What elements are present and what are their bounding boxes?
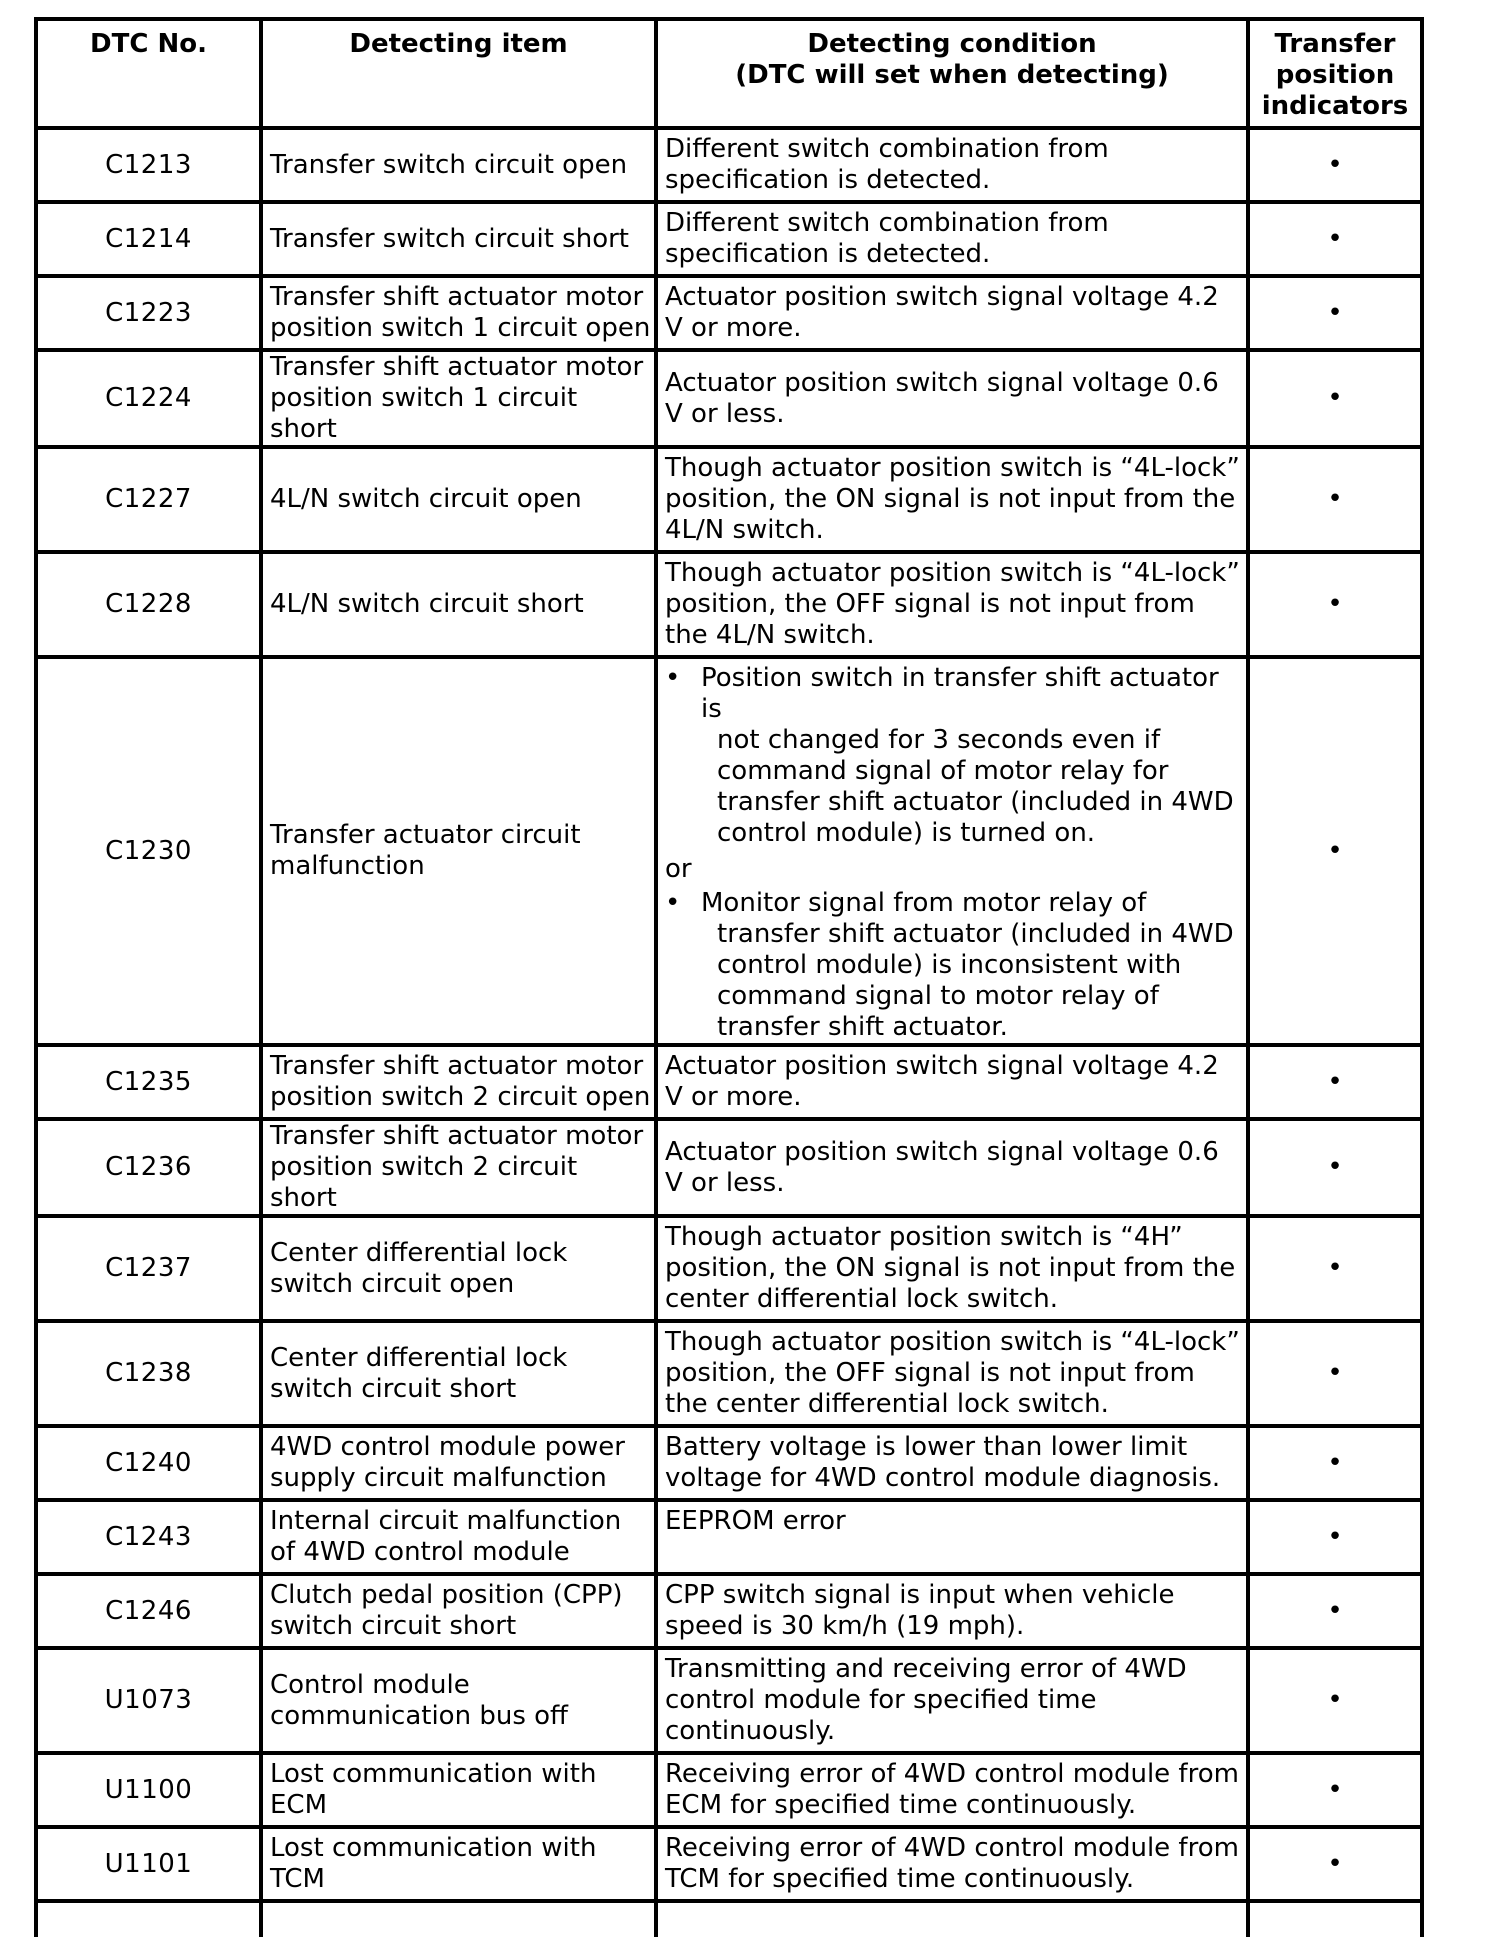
table-header-row [36, 19, 1422, 128]
table-row [36, 1574, 1422, 1648]
dtc-code: C1230 [36, 657, 261, 1045]
bullet-marker: • [665, 663, 681, 693]
detecting-condition: Actuator position switch signal voltage 4.2 V or more. [656, 1045, 1248, 1119]
continuation-cell [261, 1901, 656, 1937]
detecting-condition: Actuator position switch signal voltage 0.6 V or less. [656, 350, 1248, 447]
continuation-cell [656, 1901, 1248, 1937]
header-detecting-condition-line1: Detecting condition [807, 29, 1097, 59]
detecting-condition: Battery voltage is lower than lower limit voltage for 4WD control module diagnosis. [656, 1426, 1248, 1500]
detecting-item: Center differential lock switch circuit short [261, 1321, 656, 1426]
table-row [36, 1500, 1422, 1574]
dtc-code: C1238 [36, 1321, 261, 1426]
detecting-condition [656, 657, 1248, 1045]
table-row-continuation [36, 1901, 1422, 1937]
indicator-bullet: • [1248, 350, 1422, 447]
table-row [36, 1321, 1422, 1426]
indicator-bullet: • [1248, 1648, 1422, 1753]
dtc-code: C1240 [36, 1426, 261, 1500]
dtc-code: C1235 [36, 1045, 261, 1119]
detecting-item: Lost communication with TCM [261, 1827, 656, 1901]
indicator-bullet: • [1248, 657, 1422, 1045]
detecting-item: Center differential lock switch circuit open [261, 1216, 656, 1321]
condition-bullet-1 [665, 663, 1242, 849]
indicator-bullet: • [1248, 1045, 1422, 1119]
detecting-item: Control module communication bus off [261, 1648, 656, 1753]
detecting-condition: Receiving error of 4WD control module from ECM for specified time continuously. [656, 1753, 1248, 1827]
condition-bullet-2 [665, 888, 1242, 1043]
table-row [36, 1753, 1422, 1827]
detecting-condition: Though actuator position switch is “4L-lock” position, the ON signal is not input from the 4L/N switch. [656, 447, 1248, 552]
indicator-bullet: • [1248, 1827, 1422, 1901]
dtc-code: C1236 [36, 1119, 261, 1216]
dtc-code: C1214 [36, 202, 261, 276]
continuation-cell [36, 1901, 261, 1937]
table-row [36, 1119, 1422, 1216]
detecting-item: Transfer shift actuator motor position switch 2 circuit short [261, 1119, 656, 1216]
detecting-condition: Receiving error of 4WD control module from TCM for specified time continuously. [656, 1827, 1248, 1901]
detecting-item: Clutch pedal position (CPP) switch circuit short [261, 1574, 656, 1648]
header-indicator-line1: Transfer [1274, 29, 1396, 59]
indicator-bullet: • [1248, 202, 1422, 276]
detecting-condition: Transmitting and receiving error of 4WD control module for specified time continuously. [656, 1648, 1248, 1753]
indicator-bullet: • [1248, 1216, 1422, 1321]
indicator-bullet: • [1248, 276, 1422, 350]
table-row [36, 1045, 1422, 1119]
indicator-bullet: • [1248, 128, 1422, 202]
detecting-condition: Though actuator position switch is “4L-lock” position, the OFF signal is not input from the center differential lock switch. [656, 1321, 1248, 1426]
table-row [36, 1648, 1422, 1753]
header-transfer-position-indicators [1248, 19, 1422, 128]
dtc-code: U1101 [36, 1827, 261, 1901]
indicator-bullet: • [1248, 1574, 1422, 1648]
condition-bullet-2-rest: transfer shift actuator (included in 4WD control module) is inconsistent with command signal to motor relay of transfer shift actuator. [717, 919, 1234, 1042]
detecting-item: Transfer shift actuator motor position switch 2 circuit open [261, 1045, 656, 1119]
detecting-item: Transfer actuator circuit malfunction [261, 657, 656, 1045]
dtc-table [34, 17, 1424, 1937]
detecting-condition: Though actuator position switch is “4H” position, the ON signal is not input from the center differential lock switch. [656, 1216, 1248, 1321]
detecting-item: Transfer shift actuator motor position switch 1 circuit open [261, 276, 656, 350]
indicator-bullet: • [1248, 1119, 1422, 1216]
detecting-item: Internal circuit malfunction of 4WD control module [261, 1500, 656, 1574]
dtc-table-container [34, 17, 1424, 1937]
table-row [36, 552, 1422, 657]
indicator-bullet: • [1248, 1426, 1422, 1500]
dtc-code: C1213 [36, 128, 261, 202]
detecting-item: Lost communication with ECM [261, 1753, 656, 1827]
dtc-code: C1223 [36, 276, 261, 350]
header-indicator-line2: position [1275, 60, 1395, 90]
table-row [36, 350, 1422, 447]
table-row [36, 657, 1422, 1045]
detecting-condition: EEPROM error [656, 1500, 1248, 1574]
dtc-code: U1100 [36, 1753, 261, 1827]
condition-bullet-2-first-line: Monitor signal from motor relay of [701, 888, 1147, 918]
indicator-bullet: • [1248, 1500, 1422, 1574]
indicator-bullet: • [1248, 447, 1422, 552]
detecting-item: 4L/N switch circuit open [261, 447, 656, 552]
condition-bullet-1-rest: not changed for 3 seconds even if command signal of motor relay for transfer shift actuator (included in 4WD control module) is turned on. [717, 725, 1234, 848]
table-row [36, 1827, 1422, 1901]
dtc-code: C1227 [36, 447, 261, 552]
detecting-condition: CPP switch signal is input when vehicle speed is 30 km/h (19 mph). [656, 1574, 1248, 1648]
header-detecting-condition-line2: (DTC will set when detecting) [735, 60, 1169, 90]
dtc-code: C1224 [36, 350, 261, 447]
detecting-condition: Different switch combination from specification is detected. [656, 202, 1248, 276]
indicator-bullet: • [1248, 552, 1422, 657]
table-row [36, 202, 1422, 276]
detecting-item: 4L/N switch circuit short [261, 552, 656, 657]
dtc-code: C1237 [36, 1216, 261, 1321]
continuation-cell [1248, 1901, 1422, 1937]
header-detecting-item: Detecting item [261, 19, 656, 128]
detecting-condition: Actuator position switch signal voltage 4.2 V or more. [656, 276, 1248, 350]
dtc-code: C1243 [36, 1500, 261, 1574]
table-row [36, 1216, 1422, 1321]
bullet-marker: • [665, 888, 681, 918]
table-row [36, 276, 1422, 350]
detecting-item: 4WD control module power supply circuit malfunction [261, 1426, 656, 1500]
detecting-item: Transfer switch circuit short [261, 202, 656, 276]
detecting-condition: Though actuator position switch is “4L-lock” position, the OFF signal is not input from the 4L/N switch. [656, 552, 1248, 657]
detecting-condition: Actuator position switch signal voltage 0.6 V or less. [656, 1119, 1248, 1216]
table-row [36, 128, 1422, 202]
header-indicator-line3: indicators [1261, 91, 1409, 121]
indicator-bullet: • [1248, 1321, 1422, 1426]
condition-bullet-1-first-line: Position switch in transfer shift actuator is [701, 663, 1219, 724]
table-row [36, 447, 1422, 552]
detecting-condition: Different switch combination from specification is detected. [656, 128, 1248, 202]
detecting-item: Transfer shift actuator motor position switch 1 circuit short [261, 350, 656, 447]
dtc-code: C1228 [36, 552, 261, 657]
detecting-item: Transfer switch circuit open [261, 128, 656, 202]
dtc-code: U1073 [36, 1648, 261, 1753]
dtc-code: C1246 [36, 1574, 261, 1648]
condition-or: or [665, 854, 692, 884]
indicator-bullet: • [1248, 1753, 1422, 1827]
table-row [36, 1426, 1422, 1500]
header-dtc-no: DTC No. [36, 19, 261, 128]
header-detecting-condition [656, 19, 1248, 128]
